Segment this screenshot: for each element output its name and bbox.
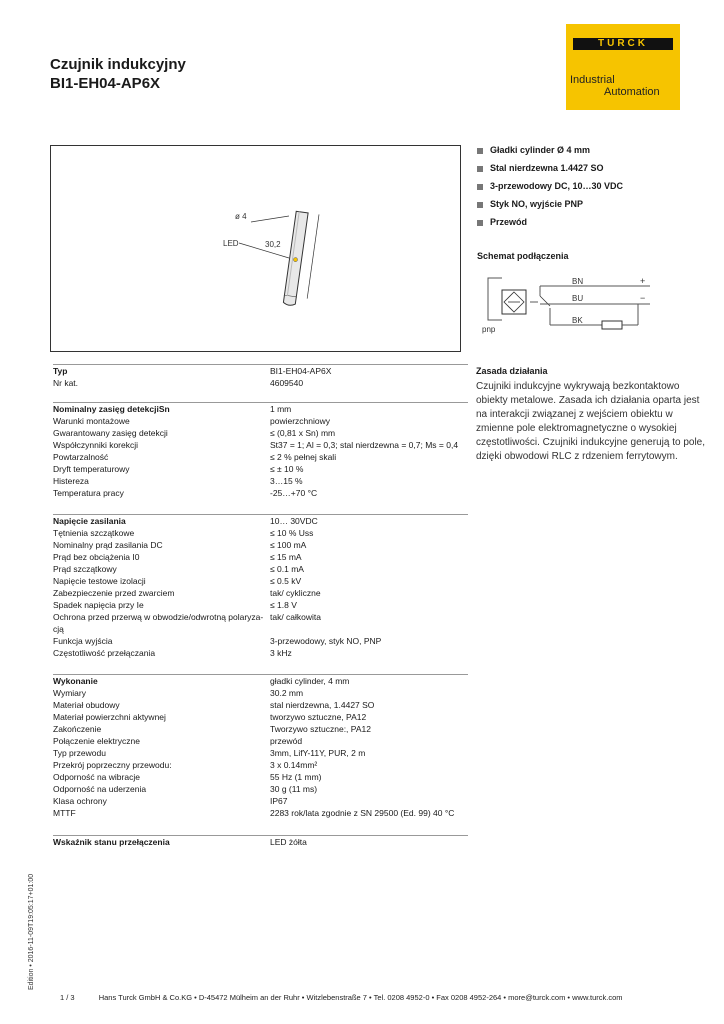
spec-label: Histereza [53, 476, 89, 486]
spec-value: 10… 30VDC [270, 516, 318, 526]
company-contact: Hans Turck GmbH & Co.KG • D-45472 Mülheim an der Ruhr • Witzlebenstraße 7 • Tel. 0208 4952-0 • Fax 0208 4952-264 • more@turck.com • www.turck.com [98, 993, 623, 1002]
spec-label: Wykonanie [53, 676, 98, 686]
sensor-drawing [51, 146, 460, 351]
spec-row [53, 759, 468, 771]
spec-label: Prąd bez obciążenia I0 [53, 552, 140, 562]
spec-value: stal nierdzewna, 1.4427 SO [270, 700, 375, 710]
spec-value: 3mm, LifY-11Y, PUR, 2 m [270, 748, 366, 758]
spec-label: Typ [53, 366, 68, 376]
spec-label: Typ przewodu [53, 748, 106, 758]
spec-row [53, 783, 468, 795]
spec-label: Wskaźnik stanu przełączenia [53, 837, 170, 847]
spec-row [53, 747, 468, 759]
wiring-diagram [480, 272, 680, 342]
spec-value: tworzywo sztuczne, PA12 [270, 712, 367, 722]
spec-row [53, 723, 468, 735]
spec-label: Powtarzalność [53, 452, 109, 462]
spec-row [53, 463, 468, 475]
spec-row [53, 427, 468, 439]
spec-value: -25…+70 °C [270, 488, 318, 498]
wiring-diagram-title: Schemat podłączenia [477, 251, 569, 261]
spec-label: Dryft temperaturowy [53, 464, 130, 474]
page-title-line1: Czujnik indukcyjny [50, 56, 186, 73]
wire-bn-label: BN [572, 277, 584, 286]
feature-item: Przewód [477, 217, 527, 227]
spec-value: tak/ całkowita [270, 612, 322, 622]
cable-stub [283, 295, 296, 306]
spec-row [53, 563, 468, 575]
spec-value: ≤ ± 10 % [270, 464, 304, 474]
spec-value: ≤ 0.1 mA [270, 564, 304, 574]
spec-label: Zakończenie [53, 724, 102, 734]
spec-label: MTTF [53, 808, 76, 818]
spec-row [53, 699, 468, 711]
spec-row [53, 675, 468, 687]
spec-value: IP67 [270, 796, 288, 806]
bullet-square-icon [477, 148, 483, 154]
spec-row [53, 539, 468, 551]
spec-label: Warunki montażowe [53, 416, 130, 426]
bullet-square-icon [477, 166, 483, 172]
minus-label: − [640, 293, 646, 303]
spec-label: Napięcie testowe izolacji [53, 576, 146, 586]
spec-value: Tworzywo sztuczne:, PA12 [270, 724, 371, 734]
spec-label: Zabezpieczenie przed zwarciem [53, 588, 175, 598]
spec-value: gładki cylinder, 4 mm [270, 676, 350, 686]
spec-value: St37 = 1; Al = 0,3; stal nierdzewna = 0,7; Ms = 0,4 [270, 440, 459, 450]
page-number: 1 / 3 [60, 993, 75, 1002]
spec-row [53, 587, 468, 599]
led-indicator [293, 257, 298, 262]
spec-row [53, 487, 468, 499]
spec-value: ≤ 2 % pełnej skali [270, 452, 337, 462]
spec-value: tak/ cykliczne [270, 588, 321, 598]
spec-value: BI1-EH04-AP6X [270, 366, 332, 376]
spec-value: 4609540 [270, 378, 304, 388]
spec-section-type [53, 364, 468, 389]
spec-row [53, 635, 468, 647]
spec-label: Połączenie elektryczne [53, 736, 140, 746]
spec-value: 3 kHz [270, 648, 292, 658]
spec-value: LED żółta [270, 837, 307, 847]
brand-tagline-line1: Industrial [570, 74, 615, 86]
turck-logo: TURCK [573, 38, 673, 50]
pnp-label: pnp [482, 325, 496, 334]
spec-label: Odporność na uderzenia [53, 784, 147, 794]
spec-label: Prąd szczątkowy [53, 564, 117, 574]
spec-value [270, 623, 468, 635]
spec-value: 3 x 0.14mm² [270, 760, 318, 770]
sensor-body [284, 211, 308, 297]
spec-label: Materiał powierzchni aktywnej [53, 712, 166, 722]
spec-label: Nr kat. [53, 378, 79, 388]
load-resistor-icon [602, 321, 622, 329]
spec-label: Współczynniki korekcji [53, 440, 139, 450]
spec-value: ≤ (0,81 x Sn) mm [270, 428, 336, 438]
spec-row [53, 439, 468, 451]
spec-value: ≤ 0.5 kV [270, 576, 302, 586]
spec-value: 3…15 % [270, 476, 303, 486]
spec-value: 55 Hz (1 mm) [270, 772, 322, 782]
spec-value: ≤ 10 % Uss [270, 528, 314, 538]
spec-value: 3-przewodowy, styk NO, PNP [270, 636, 382, 646]
product-drawing-frame [50, 145, 461, 352]
dimension-line [307, 214, 319, 298]
spec-label: cją [53, 624, 64, 634]
spec-section-electrical [53, 514, 468, 659]
spec-value: 30.2 mm [270, 688, 304, 698]
principle-title: Zasada działania [476, 366, 548, 376]
bullet-square-icon [477, 202, 483, 208]
spec-row [53, 735, 468, 747]
feature-item: Gładki cylinder Ø 4 mm [477, 145, 590, 155]
spec-row [53, 599, 468, 611]
spec-label: Ochrona przed przerwą w obwodzie/odwrotną polaryza- [53, 612, 264, 622]
led-label: LED [223, 239, 239, 248]
spec-row [53, 623, 468, 635]
spec-row [53, 415, 468, 427]
spec-row [53, 647, 468, 659]
spec-value: ≤ 100 mA [270, 540, 307, 550]
spec-value: powierzchniowy [270, 416, 330, 426]
spec-label: Tętnienia szczątkowe [53, 528, 135, 538]
diameter-label: ø 4 [235, 212, 247, 221]
spec-row [53, 527, 468, 539]
spec-section-mechanical [53, 674, 468, 819]
wire-bk-label: BK [572, 316, 583, 325]
spec-label: Temperatura pracy [53, 488, 124, 498]
spec-row [53, 687, 468, 699]
spec-label: Spadek napięcia przy Ie [53, 600, 144, 610]
spec-section-detection [53, 402, 468, 499]
brand-tagline-line2: Automation [604, 86, 660, 98]
spec-row [53, 475, 468, 487]
spec-row [53, 807, 468, 819]
bullet-square-icon [477, 184, 483, 190]
spec-label: Gwarantowany zasięg detekcji [53, 428, 168, 438]
bullet-square-icon [477, 220, 483, 226]
spec-label: Odporność na wibracje [53, 772, 140, 782]
spec-value: 30 g (11 ms) [270, 784, 318, 794]
spec-row [53, 836, 468, 848]
spec-label: Funkcja wyjścia [53, 636, 113, 646]
page-title-model: BI1-EH04-AP6X [50, 75, 161, 92]
spec-label: Przekrój poprzeczny przewodu: [53, 760, 172, 770]
spec-label: Napięcie zasilania [53, 516, 126, 526]
spec-value: 2283 rok/lata zgodnie z SN 29500 (Ed. 99) 40 °C [270, 808, 455, 818]
spec-label: Klasa ochrony [53, 796, 107, 806]
spec-label: Częstotliwość przełączania [53, 648, 156, 658]
spec-label: Nominalny zasięg detekcjiSn [53, 404, 170, 414]
spec-value: ≤ 15 mA [270, 552, 302, 562]
feature-item: Stal nierdzewna 1.4427 SO [477, 163, 604, 173]
feature-item: 3-przewodowy DC, 10…30 VDC [477, 181, 623, 191]
spec-value: 1 mm [270, 404, 292, 414]
spec-row [53, 403, 468, 415]
spec-row [53, 771, 468, 783]
spec-row [53, 377, 468, 389]
spec-row [53, 515, 468, 527]
spec-row [53, 611, 468, 623]
principle-text: Czujniki indukcyjne wykrywają bezkontaktowo obiekty metalowe. Zasada ich działania oparta jest na interakcji związanej z wejściem obiektu w zmienne pole elektromagnetyczne o wysokiej częstotliwości. Czujniki indukcyjne generują to pole, dzięki obwodowi RLC z rdzeniem ferrytowym. [476, 381, 706, 462]
spec-label: Wymiary [53, 688, 86, 698]
spec-value: ≤ 1.8 V [270, 600, 297, 610]
spec-value: przewód [270, 736, 303, 746]
length-label: 30,2 [265, 240, 281, 249]
spec-row [53, 795, 468, 807]
page-footer [60, 993, 623, 1002]
wire-bu-label: BU [572, 294, 584, 303]
plus-label: + [640, 276, 646, 286]
edition-stamp: Edition • 2016-11-09T19:05:17+01:00 [28, 873, 35, 990]
feature-item: Styk NO, wyjście PNP [477, 199, 583, 209]
spec-row [53, 451, 468, 463]
spec-label: Nominalny prąd zasilania DC [53, 540, 163, 550]
spec-row [53, 575, 468, 587]
spec-row [53, 711, 468, 723]
spec-label: Materiał obudowy [53, 700, 120, 710]
spec-section-indication [53, 835, 468, 848]
spec-row [53, 551, 468, 563]
spec-row [53, 365, 468, 377]
